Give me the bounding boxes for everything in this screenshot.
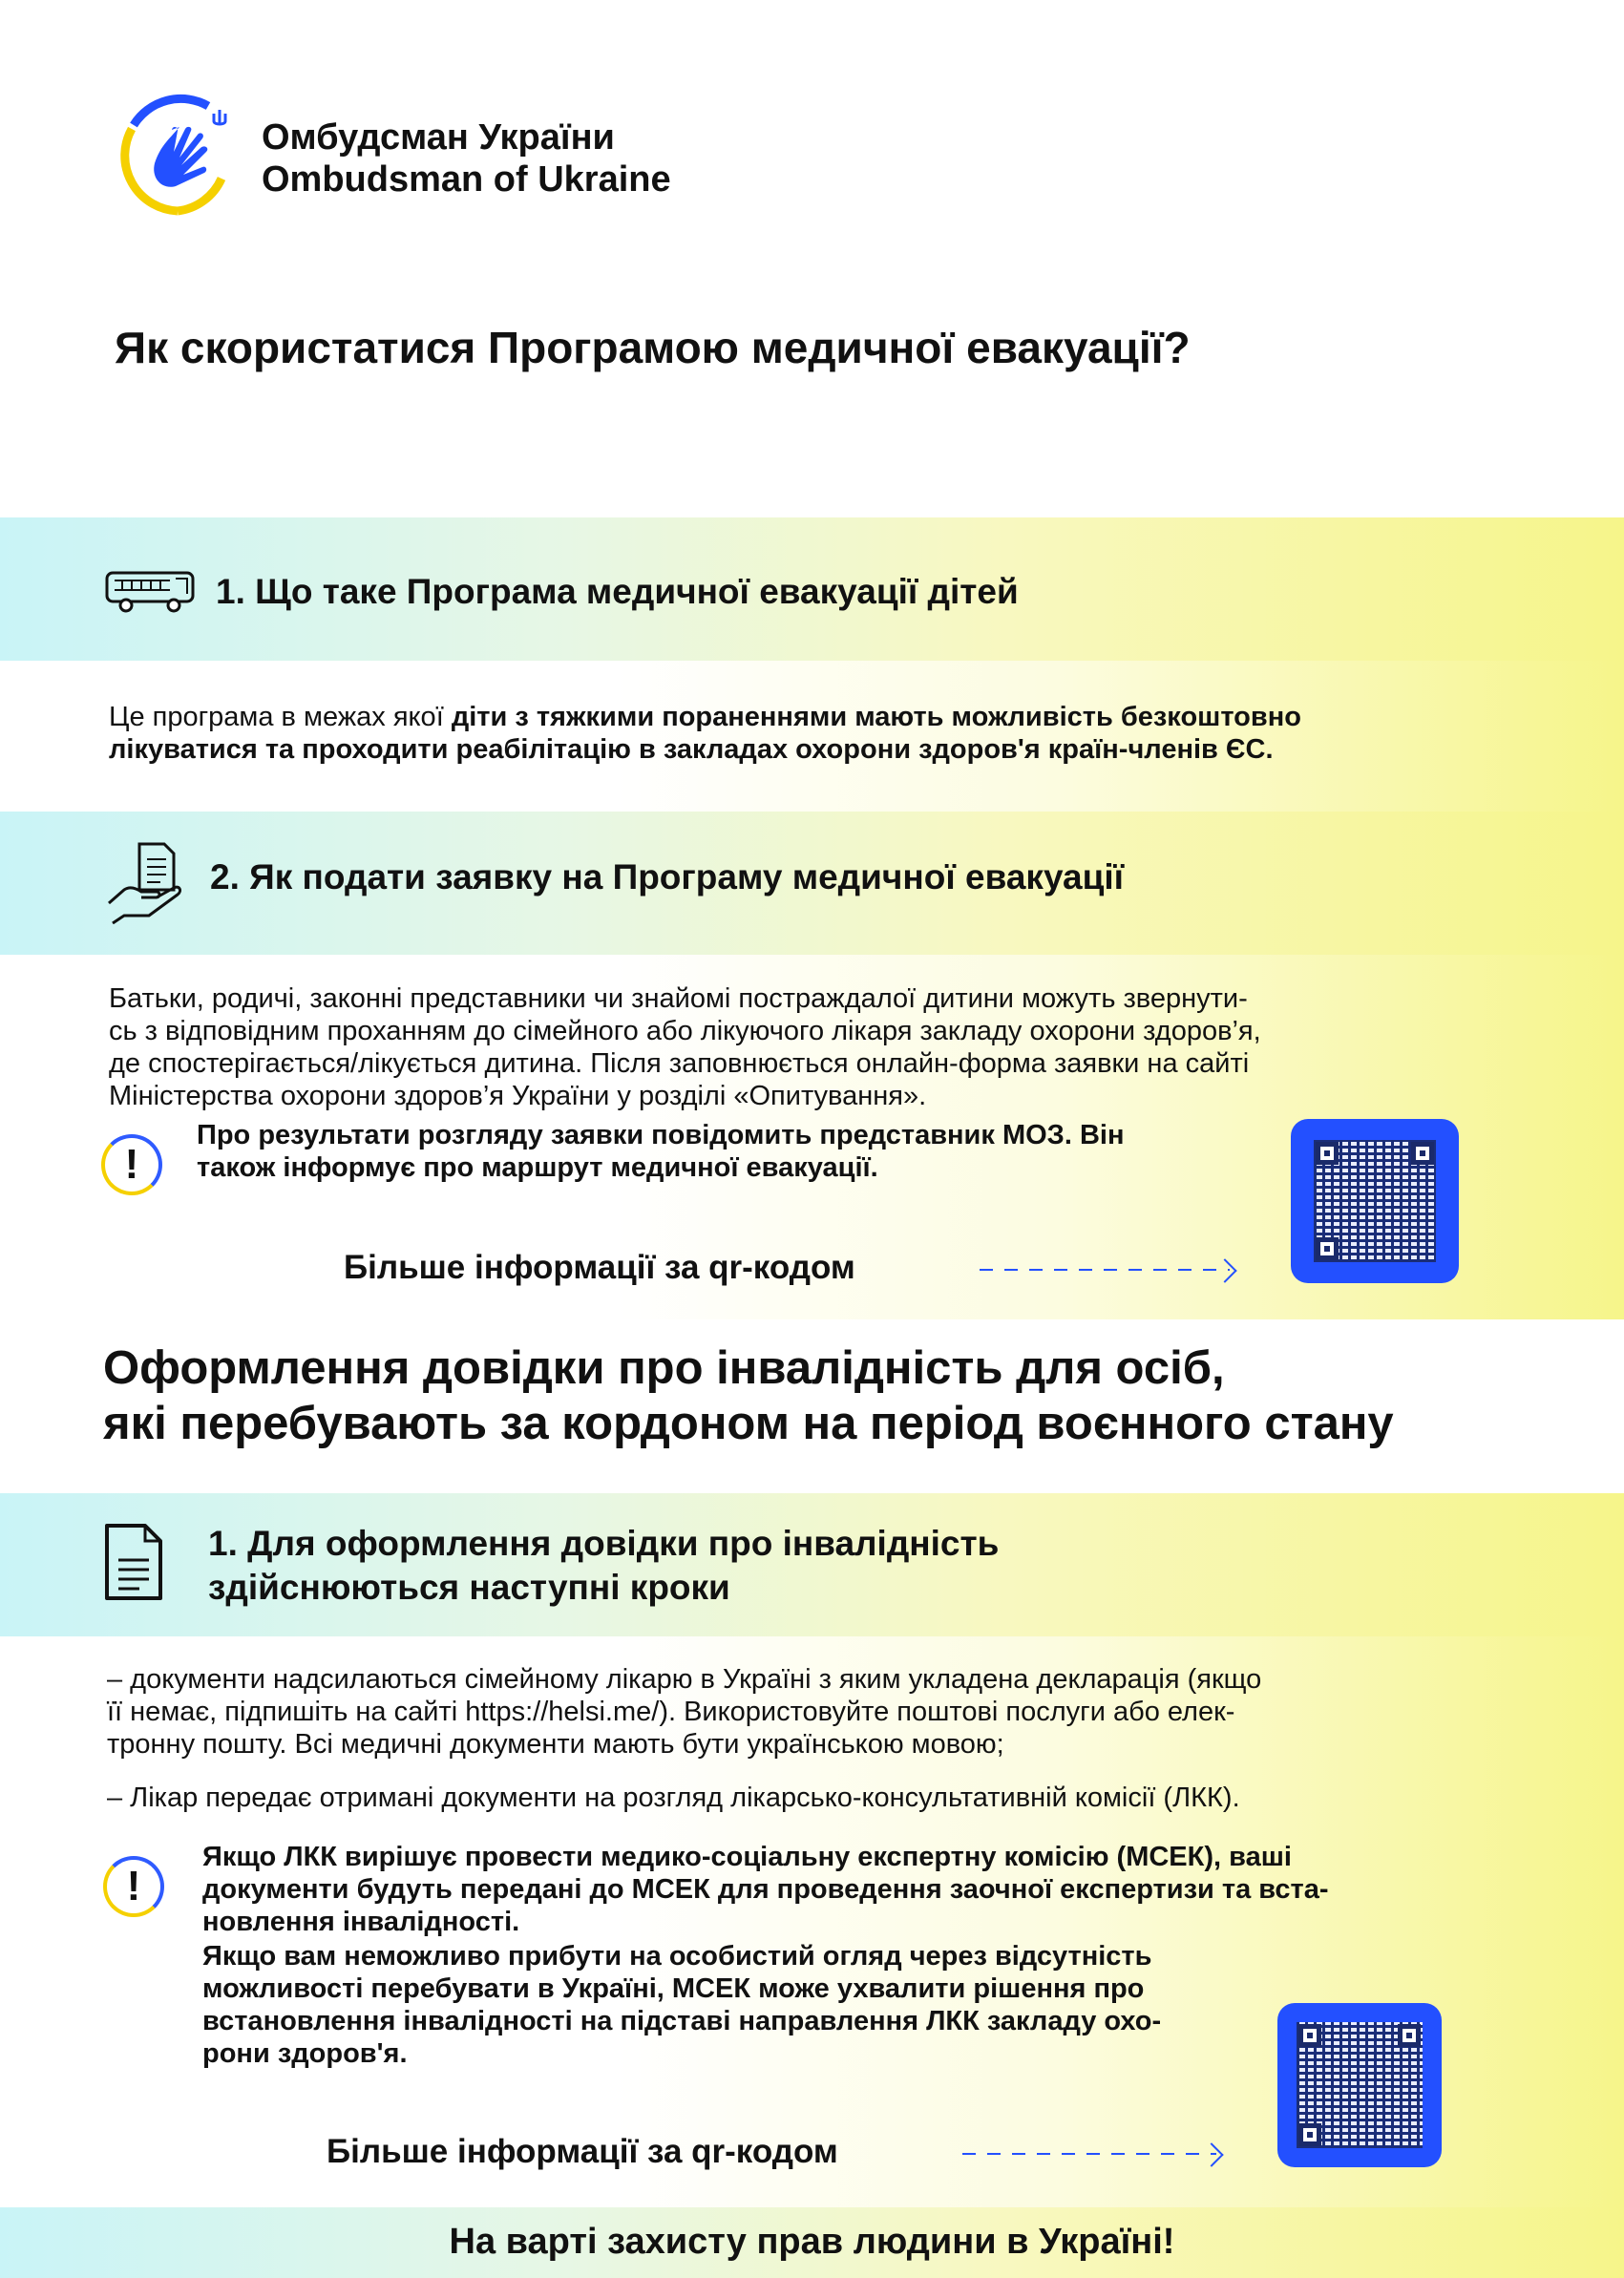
section1-text-bold-2: лікуватися та проходити реабілітацію в закладах охорони здоров'я країн-членів ЄС. (109, 734, 1274, 765)
section1-title: 1. Що таке Програма медичної евакуації дітей (216, 572, 1019, 611)
section2-note (197, 1119, 1285, 1184)
document-hand-icon (105, 840, 185, 924)
section3-note-1 (202, 1841, 1472, 1938)
qr-code-medevac[interactable] (1291, 1119, 1459, 1283)
section3-note-line: Якщо вам неможливо прибути на особистий огляд через відсутність (202, 1941, 1152, 1972)
section3-bullet-1 (107, 1663, 1539, 1761)
section3-bullet-2: – Лікар передає отримані документи на розгляд лікарсько-консультативній комісії (ЛКК). (107, 1782, 1240, 1813)
qr-finder (1298, 2123, 1321, 2146)
section3-note-line: можливості перебувати в Україні, МСЕК може ухвалити рішення про (202, 1973, 1145, 2004)
section3-note-line: рони здоров'я. (202, 2038, 408, 2069)
qr-finder (1411, 1142, 1434, 1165)
footer-slogan: На варті захисту прав людини в Україні! (449, 2222, 1175, 2262)
document-icon (103, 1522, 164, 1602)
section3-note-line: встановлення інвалідності на підставі направлення ЛКК закладу охо- (202, 2006, 1162, 2036)
section3-note-line: новлення інвалідності. (202, 1907, 520, 1937)
section2-note-line: Про результати розгляду заявки повідомить представник МОЗ. Він (197, 1120, 1125, 1150)
section3-note-line: Якщо ЛКК вирішує провести медико-соціальну експертну комісію (МСЕК), ваші (202, 1842, 1292, 1872)
page-title: Як скористатися Програмою медичної евакуації? (115, 323, 1191, 372)
section2-title: 2. Як подати заявку на Програму медичної евакуації (210, 857, 1125, 896)
section2-line: де спостерігається/лікується дитина. Після заповнюється онлайн-форма заявки на сайті (109, 1048, 1250, 1079)
bus-icon (105, 569, 197, 615)
qr-code-disability[interactable] (1277, 2003, 1442, 2167)
ombudsman-hand-trident-logo-icon (113, 91, 243, 221)
section1-text-plain: Це програма в межах якої (109, 702, 452, 732)
arrow-right-icon (962, 2153, 1216, 2155)
section3-title-line: здійснюються наступні кроки (208, 1568, 730, 1607)
qr-finder (1316, 1237, 1339, 1260)
org-name-en: Ombudsman of Ukraine (262, 159, 671, 200)
section3-bullet-line: – документи надсилаються сімейному лікарю в Україні з яким укладена декларація (якщо (107, 1664, 1262, 1695)
section3-note-line: документи будуть передані до МСЕК для проведення заочної експертизи та вста- (202, 1874, 1329, 1905)
section3-note-2 (202, 1940, 1253, 2070)
qr-finder (1298, 2024, 1321, 2047)
more-info-label: Більше інформації за qr-кодом (344, 1249, 855, 1286)
ombudsman-logo (113, 91, 243, 221)
exclamation-icon: ! (101, 1134, 162, 1195)
section3-title-line: 1. Для оформлення довідки про інвалідність (208, 1524, 1000, 1563)
section3-bullet-line: її немає, підпишіть на сайті https://helsi.me/). Використовуйте поштові послуги або елек- (107, 1697, 1235, 1727)
section1-text (109, 701, 1503, 766)
arrow-right-icon (980, 1269, 1230, 1271)
disability-title (103, 1340, 1592, 1451)
section2-paragraph (109, 982, 1522, 1112)
section3-bullet-line: тронну пошту. Всі медичні документи мають бути українською мовою; (107, 1729, 1004, 1760)
section2-note-line: також інформує про маршрут медичної евакуації. (197, 1152, 878, 1183)
more-info-label: Більше інформації за qr-кодом (327, 2133, 838, 2170)
org-name-ua: Омбудсман України (262, 117, 615, 158)
exclamation-icon: ! (103, 1856, 164, 1917)
section3-title (208, 1522, 999, 1610)
section2-line: Міністерства охорони здоров’я України у розділі «Опитування». (109, 1081, 927, 1111)
section2-line: Батьки, родичі, законні представники чи знайомі постраждалої дитини можуть звернути- (109, 983, 1248, 1014)
disability-title-line: які перебувають за кордоном на період воєнного стану (103, 1398, 1394, 1449)
section2-line: сь з відповідним проханням до сімейного або лікуючого лікаря закладу охорони здоров’я, (109, 1016, 1261, 1046)
disability-title-line: Оформлення довідки про інвалідність для осіб, (103, 1342, 1225, 1394)
section1-text-bold: діти з тяжкими пораненнями мають можливість безкоштовно (451, 702, 1301, 732)
qr-finder (1398, 2024, 1421, 2047)
qr-finder (1316, 1142, 1339, 1165)
